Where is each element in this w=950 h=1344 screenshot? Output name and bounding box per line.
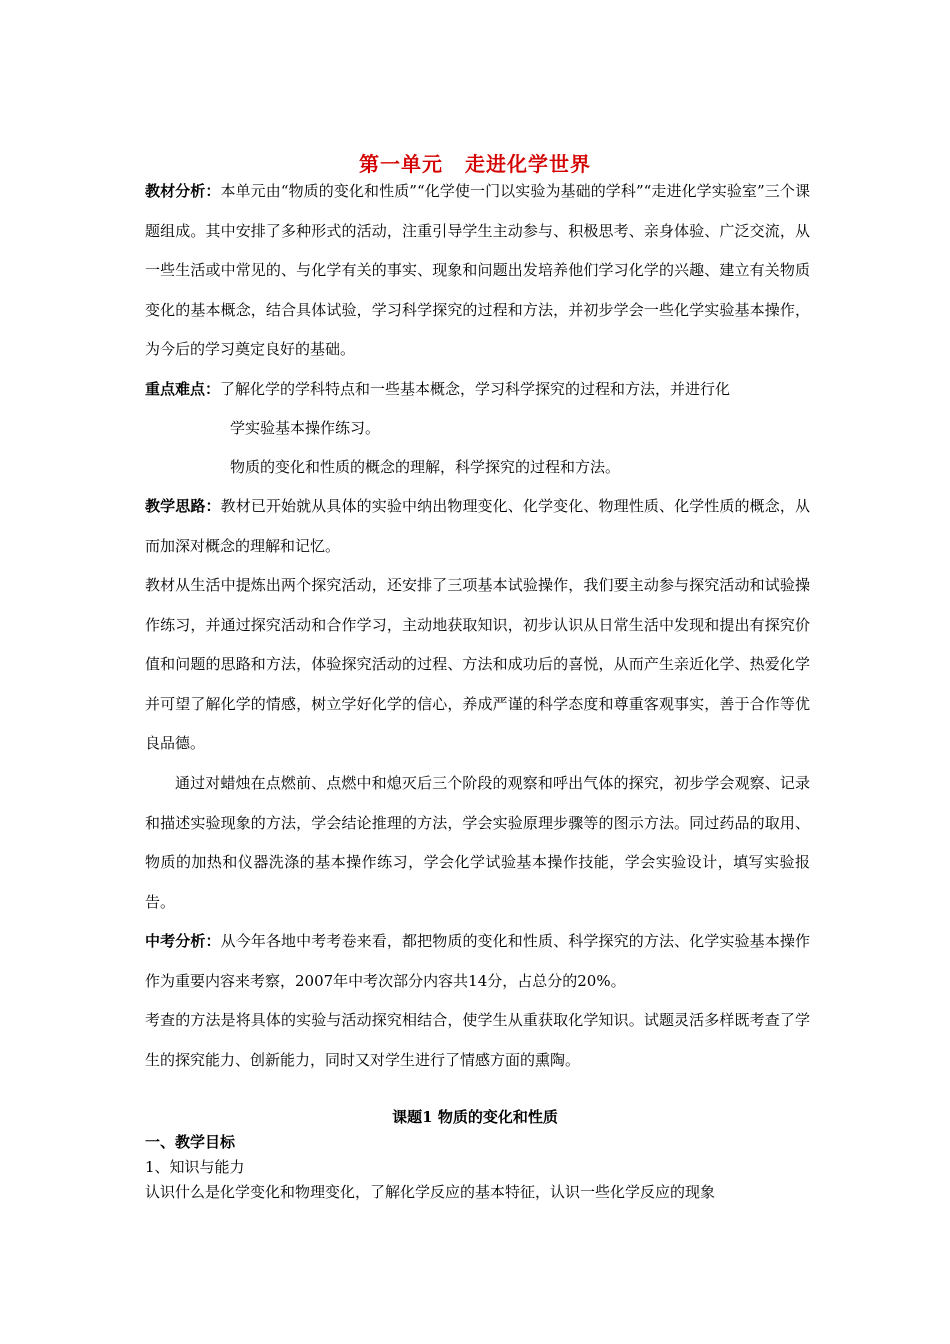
section-heading-objectives: 一、教学目标 [145,1133,236,1151]
exam-analysis-paragraph [145,922,810,1001]
exam-analysis-text: 从今年各地中考考卷来看，都把物质的变化和性质、科学探究的方法、化学实验基本操作作为重要内容来考察，2007年中考次部分内容共14分，占总分的20%。 [145,932,810,990]
key-points-label: 重点难点： [145,380,221,398]
key-points-continuation: 学实验基本操作练习。 [230,419,381,437]
material-analysis-label: 教材分析： [145,182,221,200]
teaching-approach-paragraph [145,487,810,566]
teaching-approach-paragraph-2: 教材从生活中提炼出两个探究活动，还安排了三项基本试验操作，我们要主动参与探究活动和试验操作练习，并通过探究活动和合作学习，主动地获取知识，初步认识从日常生活中发现和提出有探究价值和问题的思路和方法，体验探究活动的过程、方法和成功后的喜悦，从而产生亲近化学、热爱化学并可望了解化学的情感，树立学好化学的信心，养成严谨的科学态度和尊重客观事实，善于合作等优良品德。 [145,576,810,752]
unit-title-name: 走进化学世界 [465,152,591,176]
objective-item-knowledge-text: 认识什么是化学变化和物理变化，了解化学反应的基本特征，认识一些化学反应的现象 [145,1183,716,1201]
material-analysis-paragraph [145,172,810,370]
material-analysis-text: 本单元由“物质的变化和性质”“化学使一门以实验为基础的学科”“走进化学实验室”三个课题组成。其中安排了多种形式的活动，注重引导学生主动参与、积极思考、亲身体验、广泛交流，从一些生活或中常见的、与化学有关的事实、现象和问题出发培养他们学习化学的兴趣、建立有关物质变化的基本概念，结合具体试验，学习科学探究的过程和方法，并初步学会一些化学实验基本操作，为今后的学习奠定良好的基础。 [145,182,810,358]
key-points-paragraph [145,370,810,410]
teaching-approach-text: 教材已开始就从具体的实验中纳出物理变化、化学变化、物理性质、化学性质的概念，从而加深对概念的理解和记忆。 [145,497,810,555]
teaching-approach-paragraph-3: 通过对蜡烛在点燃前、点燃中和熄灭后三个阶段的观察和呼出气体的探究，初步学会观察、记录和描述实验现象的方法，学会结论推理的方法，学会实验原理步骤等的图示方法。同过药品的取用、物质的加热和仪器洗涤的基本操作练习，学会化学试验基本操作技能，学会实验设计，填写实验报告。 [145,774,810,911]
teaching-approach-label: 教学思路： [145,497,221,515]
lesson-title: 课题1 物质的变化和性质 [392,1108,558,1126]
exam-analysis-paragraph-2: 考查的方法是将具体的实验与活动探究相结合，使学生从重获取化学知识。试题灵活多样既考查了学生的探究能力、创新能力，同时又对学生进行了情感方面的熏陶。 [145,1011,810,1069]
key-points-text: 了解化学的学科特点和一些基本概念，学习科学探究的过程和方法，并进行化 [220,380,731,398]
objective-item-knowledge: 1、知识与能力 [145,1158,245,1176]
exam-analysis-label: 中考分析： [145,932,221,950]
difficult-points-text: 物质的变化和性质的概念的理解，科学探究的过程和方法。 [230,458,621,476]
unit-title-number: 第一单元 [359,152,443,176]
